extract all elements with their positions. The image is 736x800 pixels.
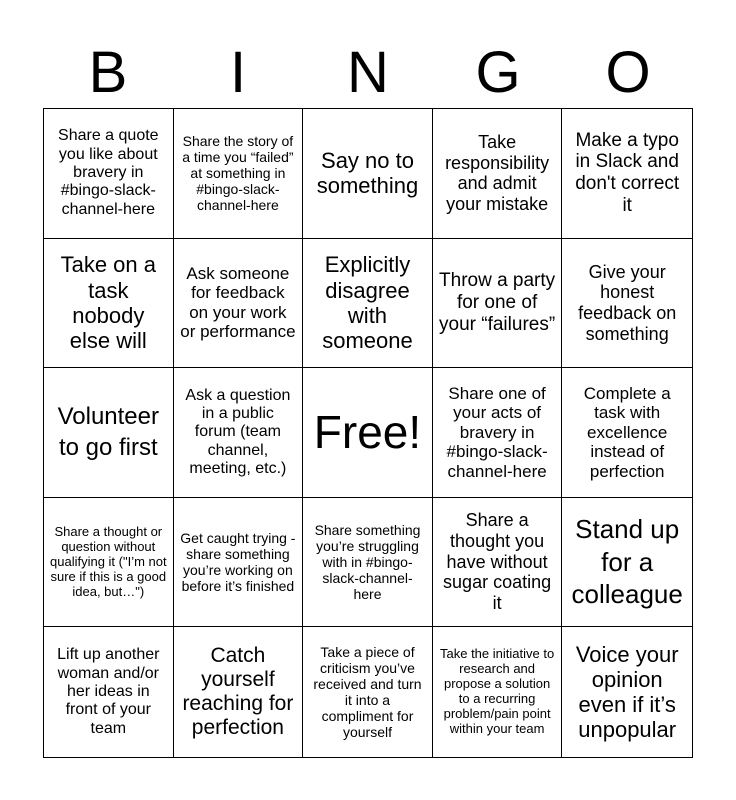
header-letter-i: I — [229, 40, 247, 105]
bingo-cell-r2c2[interactable]: Ask someone for feedback on your work or performance — [174, 239, 304, 369]
bingo-cell-r2c1[interactable]: Take on a task nobody else will — [44, 239, 174, 369]
bingo-cell-r4c2[interactable]: Get caught trying - share something you’re working on before it’s finished — [174, 498, 304, 628]
bingo-cell-r5c2[interactable]: Catch yourself reaching for perfection — [174, 627, 304, 757]
bingo-cell-r4c1[interactable]: Share a thought or question without qualifying it ("I’m not sure if this is a good idea, but…") — [44, 498, 174, 628]
bingo-cell-r2c5[interactable]: Give your honest feedback on something — [562, 239, 692, 369]
bingo-header — [43, 38, 693, 108]
bingo-cell-r1c4[interactable]: Take responsibility and admit your mistake — [433, 109, 563, 239]
bingo-board — [43, 108, 693, 758]
bingo-cell-r1c5[interactable]: Make a typo in Slack and don't correct it — [562, 109, 692, 239]
bingo-cell-r5c3[interactable]: Take a piece of criticism you’ve received and turn it into a compliment for yourself — [303, 627, 433, 757]
bingo-cell-r1c2[interactable]: Share the story of a time you “failed” at something in #bingo-slack-channel-here — [174, 109, 304, 239]
bingo-cell-free[interactable]: Free! — [303, 368, 433, 498]
bingo-cell-r4c5[interactable]: Stand up for a colleague — [562, 498, 692, 628]
bingo-cell-r3c4[interactable]: Share one of your acts of bravery in #bingo-slack-channel-here — [433, 368, 563, 498]
bingo-cell-r1c3[interactable]: Say no to something — [303, 109, 433, 239]
bingo-cell-r4c4[interactable]: Share a thought you have without sugar coating it — [433, 498, 563, 628]
bingo-cell-r5c4[interactable]: Take the initiative to research and propose a solution to a recurring problem/pain point within your team — [433, 627, 563, 757]
header-letter-g: G — [475, 40, 521, 105]
header-letter-n: N — [347, 40, 389, 105]
bingo-cell-r3c5[interactable]: Complete a task with excellence instead of perfection — [562, 368, 692, 498]
bingo-cell-r2c4[interactable]: Throw a party for one of your “failures” — [433, 239, 563, 369]
bingo-cell-r4c3[interactable]: Share something you’re struggling with in #bingo-slack-channel-here — [303, 498, 433, 628]
header-letter-o: O — [605, 40, 651, 105]
bingo-cell-r3c1[interactable]: Volunteer to go first — [44, 368, 174, 498]
bingo-cell-r5c5[interactable]: Voice your opinion even if it’s unpopular — [575, 641, 679, 743]
bingo-cell-r5c1[interactable]: Lift up another woman and/or her ideas in front of your team — [44, 627, 174, 757]
bingo-cell-r3c2[interactable]: Ask a question in a public forum (team channel, meeting, etc.) — [174, 368, 304, 498]
bingo-cell-r2c3[interactable]: Explicitly disagree with someone — [303, 239, 433, 369]
header-letter-b: B — [88, 40, 128, 105]
bingo-cell-r1c1[interactable]: Share a quote you like about bravery in #bingo-slack-channel-here — [44, 109, 174, 239]
